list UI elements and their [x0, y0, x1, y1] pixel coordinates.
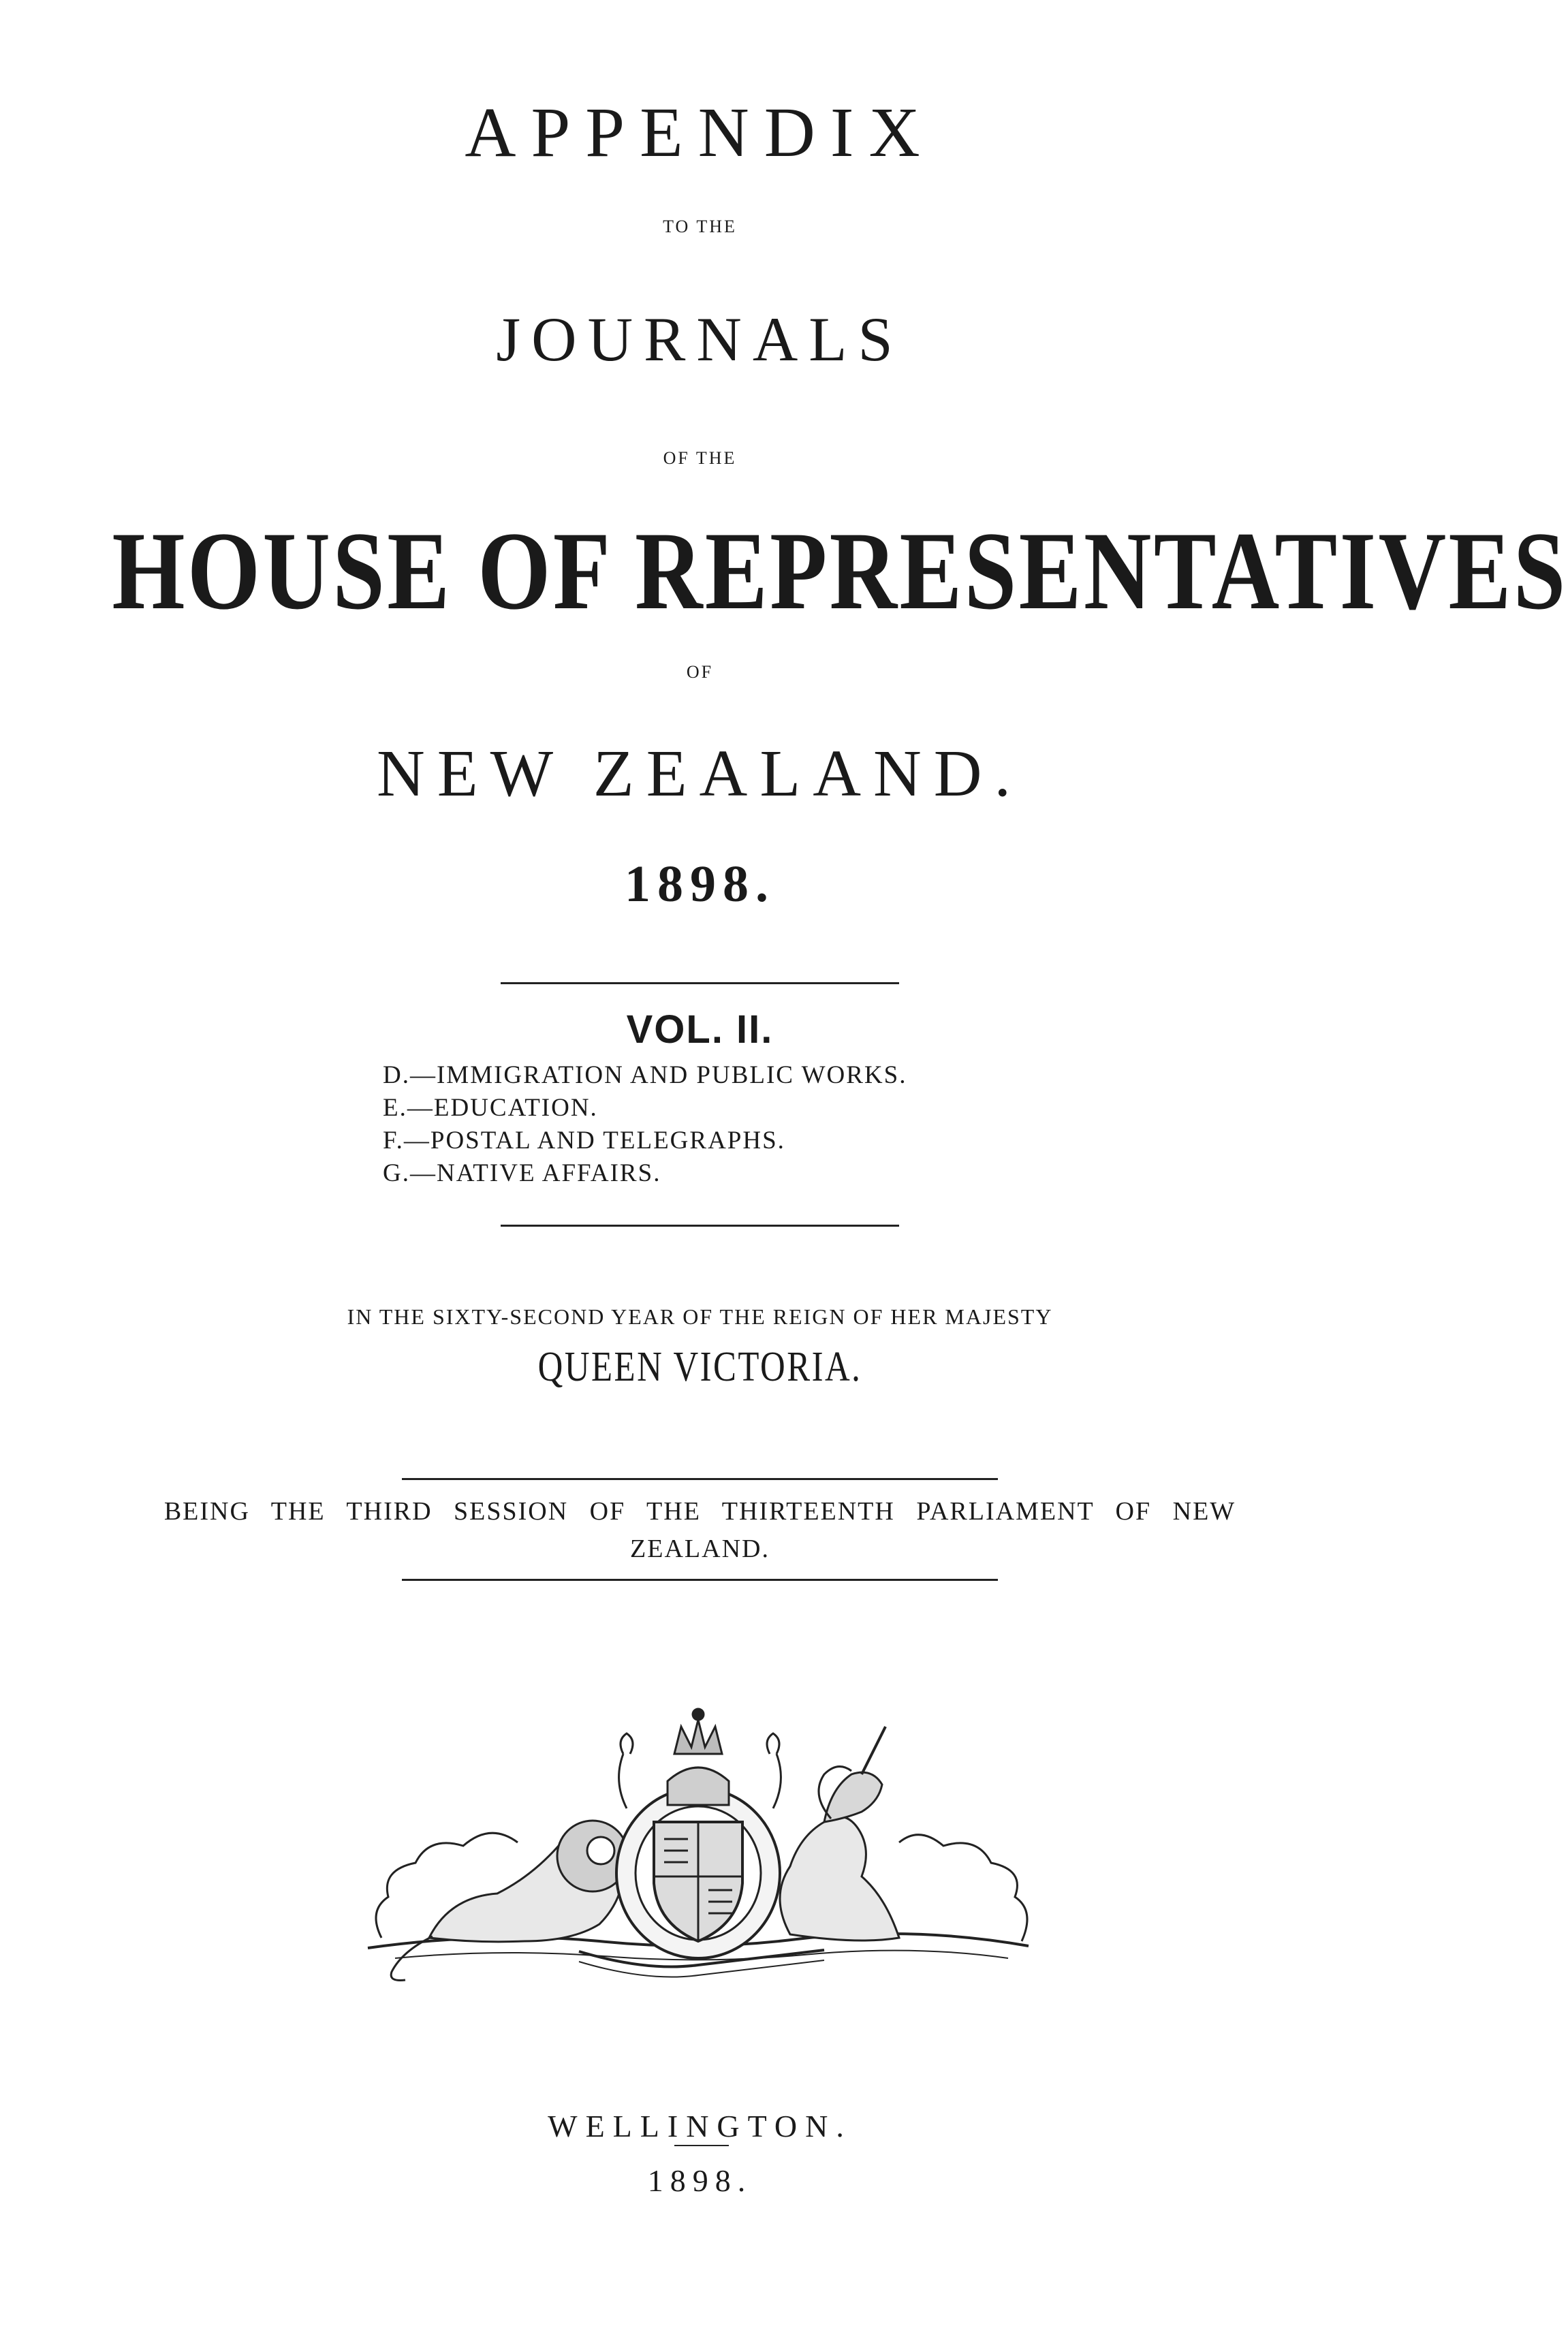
contents-item: F.—POSTAL AND TELEGRAPHS. [383, 1127, 785, 1154]
contents-item: E.—EDUCATION. [383, 1094, 598, 1122]
session-line-2: ZEALAND. [630, 1535, 770, 1563]
imprint-city: WELLINGTON. [548, 2109, 852, 2143]
heading-house-of-representatives: HOUSE OF REPRESENTATIVES [112, 509, 1568, 633]
reign-line: IN THE SIXTY-SECOND YEAR OF THE REIGN OF HER MAJESTY [347, 1304, 1053, 1329]
imprint-year: 1898. [647, 2163, 753, 2198]
heading-to-the: TO THE [663, 217, 737, 236]
heading-of: OF [686, 662, 714, 682]
heading-of-the: OF THE [663, 448, 737, 468]
contents-item: D.—IMMIGRATION AND PUBLIC WORKS. [383, 1061, 907, 1089]
divider-rule [501, 982, 899, 984]
heading-journals: JOURNALS [496, 304, 904, 374]
monarch-name: QUEEN VICTORIA. [537, 1344, 862, 1390]
royal-coat-of-arms-icon [354, 1672, 1042, 2006]
heading-country: NEW ZEALAND. [376, 737, 1024, 811]
contents-item: G.—NATIVE AFFAIRS. [383, 1159, 661, 1187]
divider-rule [402, 1478, 998, 1480]
divider-rule [402, 1579, 998, 1581]
volume-contents-list [383, 1059, 907, 1190]
volume-label: VOL. II. [626, 1007, 774, 1052]
divider-rule [501, 1225, 899, 1227]
heading-year: 1898. [625, 855, 775, 913]
session-line-1: BEING THE THIRD SESSION OF THE THIRTEENTH PARLIAMENT OF NEW [163, 1497, 1236, 1526]
heading-appendix: APPENDIX [465, 93, 935, 172]
divider-rule [674, 2145, 729, 2146]
